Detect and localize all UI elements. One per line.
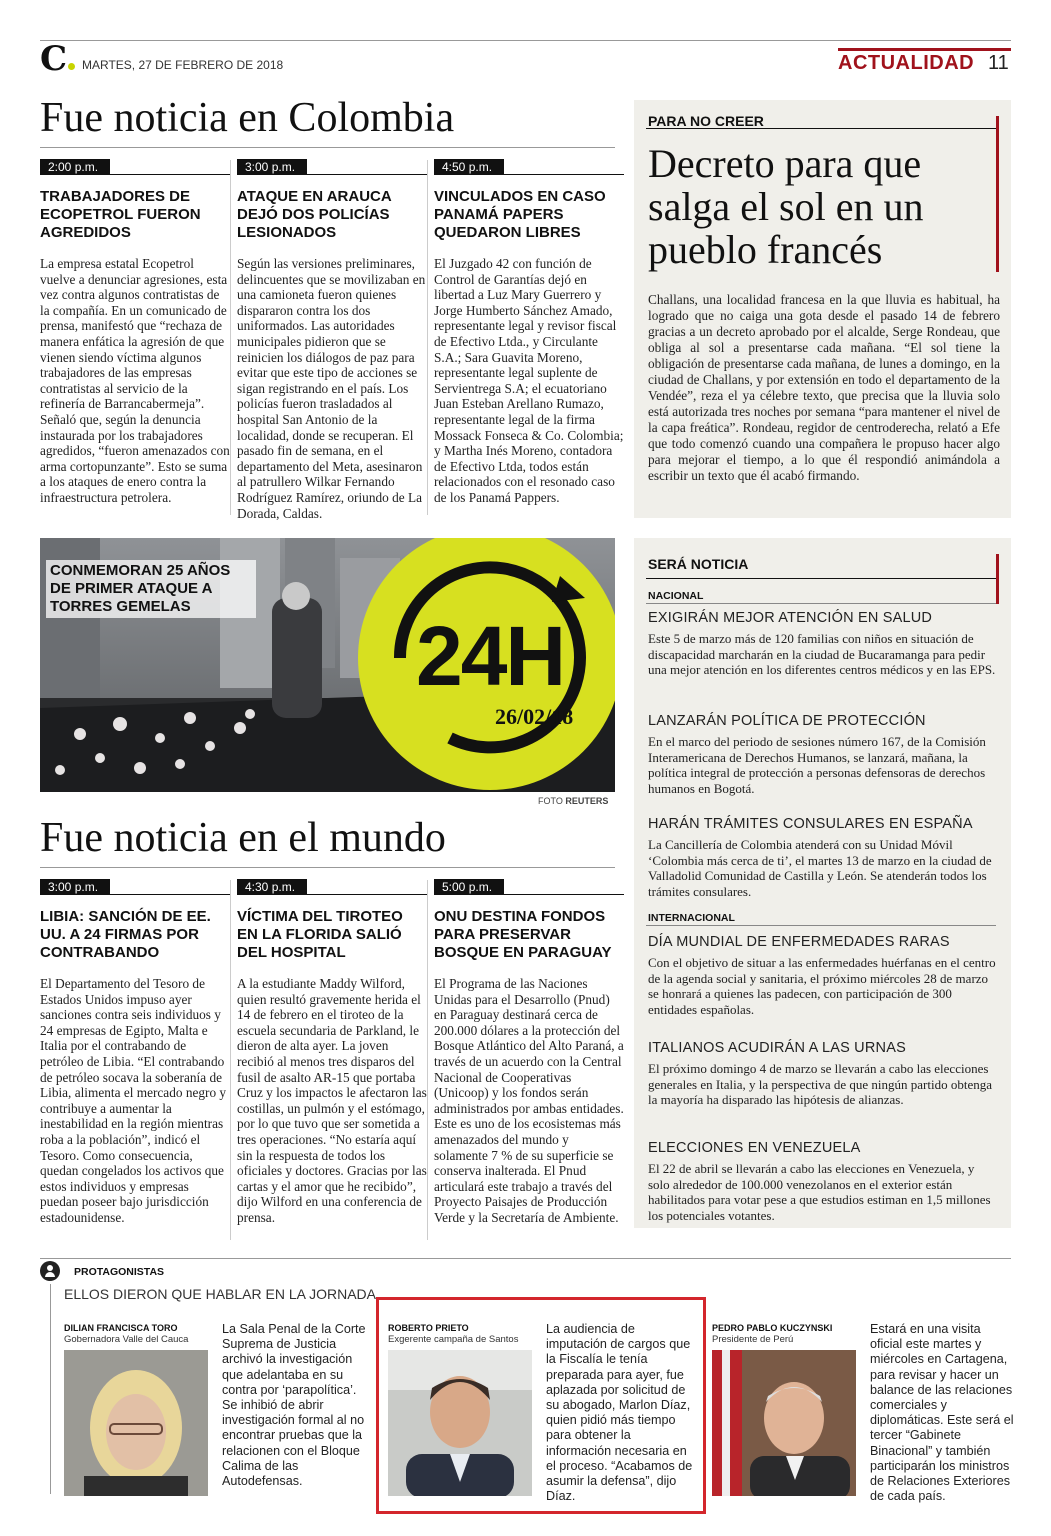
article-headline: VÍCTIMA DEL TIROTEO EN LA FLORIDA SALIÓ DEL HOSPITAL [237,908,403,961]
time-rule [434,174,624,175]
column-divider [427,880,428,1240]
badge-24h: 24H [416,609,565,703]
article-headline: VINCULADOS EN CASO PANAMÁ PAPERS QUEDARON LIBRES [434,188,606,241]
protagonist-photo [64,1350,208,1496]
section-bar [838,48,1011,51]
article-time: 3:00 p.m. [237,159,307,175]
photo-credit: FOTO REUTERS [538,796,609,806]
article-time: 2:00 p.m. [40,159,110,175]
article-time: 4:50 p.m. [434,159,504,175]
sn-body: La Cancillería de Colombia atenderá con su Unidad Móvil ‘Colombia más cerca de ti’, el martes 13 de marzo en la ciudad de Valladolid Comunidad de Castilla y León. Se atenderán todos los trámites consulares. [648,837,992,899]
protagonist-role: Gobernadora Valle del Cauca [64,1334,189,1345]
time-rule [40,174,230,175]
protagonist-photo [388,1350,532,1496]
sn-body: El 22 de abril se llevarán a cabo las elecciones en Venezuela, y solo alrededor de 100.000 venezolanos en el exterior están habilitados para votar pese a que estudios estiman en 1,5 millones los potenciales votantes. [648,1161,991,1223]
internacional-label: INTERNACIONAL [648,912,735,924]
sub-rule [646,603,996,604]
mundo-article-2 [237,878,427,1226]
column-divider [230,160,231,515]
sn-body: El próximo domingo 4 de marzo se llevarán a cabo las elecciones generales en Italia, y la perspectiva de que ningún partido obtenga la mayoría ha disparado las hipótesis de alianzas. [648,1061,993,1107]
person-icon [40,1261,60,1281]
article-headline: TRABAJADORES DE ECOPETROL FUERON AGREDIDOS [40,188,201,241]
colombia-title: Fue noticia en Colombia [40,95,455,141]
time-rule [237,174,427,175]
protagonist-text: La Sala Penal de la Corte Suprema de Justicia archivó la investigación que adelantaba en su contra por ‘parapolítica’. Se inhibió de abrir investigación formal al no encontrar pruebas que la relacionen con el Bloque Calima de las Autodefensas. [222,1322,366,1489]
sub-rule [646,925,996,926]
article-headline: LIBIA: SANCIÓN DE EE. UU. A 24 FIRMAS POR CONTRABANDO [40,908,211,961]
protagonist-photo [712,1350,856,1496]
sn-headline: EXIGIRÁN MEJOR ATENCIÓN EN SALUD [648,610,933,626]
sn-headline: DÍA MUNDIAL DE ENFERMEDADES RARAS [648,934,950,950]
nacional-label: NACIONAL [648,590,704,602]
photo-caption: CONMEMORAN 25 AÑOS DE PRIMER ATAQUE A TORRES GEMELAS [46,560,256,618]
panel-rule [646,578,996,579]
newspaper-logo: C [40,44,75,74]
sn-headline: ELECCIONES EN VENEZUELA [648,1140,861,1156]
article-body: La empresa estatal Ecopetrol vuelve a denunciar agresiones, esta vez contra algunos contratistas de la compañía. En un comunicado de prensa, manifestó que “rechaza de manera enfática la agresión de que vienen siendo víctima algunos trabajadores de las empresas contratistas al servicio de la refinería de Barrancabermeja”. Señaló que, según la denuncia instaurada por los trabajadores agredidos, “fueron amenazados con arma cortopunzante”. Esto se suma a los ataques de enero contra la infraestructura petrolera. [40,256,230,505]
mundo-article-3 [434,878,624,1226]
article-headline: ATAQUE EN ARAUCA DEJÓ DOS POLICÍAS LESIONADOS [237,188,392,241]
column-divider [230,880,231,1240]
panel-accent-bar [996,554,999,604]
article-body: El Juzgado 42 con función de Control de Garantías dejó en libertad a Luz Mary Guerrero y Jorge Humberto Sánchez Amado, representante legal y revisor fiscal de Efectivo Ltda., y Circulante S.A.; Sara Guavita Moreno, representante legal suplente de Servientrega S.A; el ecuatoriano Juan Esteban Arellano Rumazo, representante legal de la firma Mossack Fonseca & Co. Colombia; y Martha Inés Moreno, contadora de Efectivo Ltda, todos están relacionados con el resonado caso de los Panamá Pappers. [434,256,624,505]
issue-date: MARTES, 27 DE FEBRERO DE 2018 [82,58,284,72]
sera-noticia-tag: SERÁ NOTICIA [648,556,749,572]
article-body: El Programa de las Naciones Unidas para el Desarrollo (Pnud) en Paraguay destinará cerca de 200.000 dólares a la protección del Bosque Atlántico del Alto Paraná, a través de un acuerdo con la Central Nacional de Cooperativas (Unicoop) y los fondos serán administrados por ambas entidades. Este es uno de los ecosistemas más amenazados del mundo y solamente 7 % de su superficie se conserva inalterada. El Pnud articulará este trabajo a través del Proyecto Paisajes de Producción Verde y la Secretaría de Ambiente. [434,976,624,1225]
protagonist-role: Exgerente campaña de Santos [388,1334,519,1345]
protagonistas-rule [40,1258,1011,1259]
time-rule [434,894,624,895]
panel-accent-bar [996,116,999,272]
logo-dot [68,63,75,70]
article-body: Según las versiones preliminares, delincuentes que se movilizaban en una camioneta fueron quienes dispararon contra los dos uniformados. Las autoridades municipales pidieron que se reinicien los diálogos de paz para evitar que este tipo de acciones se sigan registrando en el país. Los policías fueron trasladados al hospital San Antonio de la localidad, donde se recuperan. El pasado fin de semana, en el departamento del Meta, asesinaron al patrullero Wilkar Fernando Rodríguez Ramírez, oriundo de La Dorada, Caldas. [237,256,426,521]
memorial-photo [40,538,615,792]
colombia-rule [40,147,615,148]
time-rule [40,894,230,895]
column-divider [427,160,428,515]
page-number: 11 [988,52,1009,74]
protagonistas-tag: PROTAGONISTAS [74,1266,165,1278]
article-time: 4:30 p.m. [237,879,307,895]
para-no-creer-tag: PARA NO CREER [648,113,764,129]
article-time: 3:00 p.m. [40,879,110,895]
colombia-article-2 [237,158,427,521]
colombia-article-1 [40,158,230,506]
protagonistas-subtitle: ELLOS DIERON QUE HABLAR EN LA JORNADA [64,1286,376,1302]
sn-body: En el marco del periodo de sesiones número 167, de la Comisión Interamericana de Derechos Humanos, se lanzará, mañana, la política integral de protección a personas defensoras de derechos humanos en Bogotá. [648,734,986,796]
sn-headline: HARÁN TRÁMITES CONSULARES EN ESPAÑA [648,816,973,832]
time-rule [237,894,427,895]
colombia-article-3 [434,158,624,506]
para-no-creer-title: Decreto para que salga el sol en un pueblo francés [648,141,924,272]
mundo-rule [40,867,615,868]
para-no-creer-panel [634,100,1011,518]
sn-body: Este 5 de marzo más de 120 familias con niños en situación de discapacidad marcharán en la ciudad de Bucaramanga para pedir una mejor atención en los diferentes centros médicos y en las EPS. [648,631,996,677]
article-time: 5:00 p.m. [434,879,504,895]
mundo-title: Fue noticia en el mundo [40,815,446,861]
article-body: A la estudiante Maddy Wilford, quien resultó gravemente herida el 14 de febrero en el tiroteo de la escuela secundaria de Parkland, le dieron de alta ayer. La joven recibió al menos tres disparos del fusil de asalto AR-15 que portaba Cruz y los impactos le afectaron las costillas, un pulmón y el estómago, por lo que tuvo que ser sometida a tres operaciones. “No estaría aquí sin la respuesta de todos los oficiales y doctores. Gracias por las cartas y el amor que he recibido”, dijo Wilford en una conferencia de prensa. [237,976,427,1225]
article-headline: ONU DESTINA FONDOS PARA PRESERVAR BOSQUE EN PARAGUAY [434,908,612,961]
sn-headline: LANZARÁN POLÍTICA DE PROTECCIÓN [648,713,926,729]
protagonist-role: Presidente de Perú [712,1334,794,1345]
protagonist-text: La audiencia de imputación de cargos que la Fiscalía le tenía preparada para ayer, fue aplazada por solicitud de su abogado, Marlon Díaz, quien pidió más tiempo para obtener la información necesaria en el proceso. “Acabamos de asumir la defensa”, dijo Díaz. [546,1322,693,1504]
badge-date: 26/02/18 [495,704,574,729]
protagonist-name: DILIAN FRANCISCA TORO [64,1323,178,1333]
mundo-article-1 [40,878,230,1226]
sn-headline: ITALIANOS ACUDIRÁN A LAS URNAS [648,1040,906,1056]
protagonist-name: PEDRO PABLO KUCZYNSKI [712,1323,833,1333]
sn-body: Con el objetivo de situar a las enfermedades huérfanas en el centro de la agenda social y sanitaria, el próximo miércoles 28 de marzo se honrará a quienes las padecen, con participación de 300 entidades españolas. [648,955,996,1017]
article-body: El Departamento del Tesoro de Estados Unidos impuso ayer sanciones contra seis individuos y 24 empresas de Egipto, Malta e Italia por el contrabando de petróleo de Libia. “El contrabando de petróleo socava la soberanía de Libia, alimenta el mercado negro y contribuye a aumentar la inestabilidad en la región mientras roba a la población”, indicó el Tesoro. Como consecuencia, quedan congelados los activos que estos individuos y empresas puedan poseer bajo jurisdicción estadounidense. [40,976,227,1225]
header-rule [40,40,1011,41]
protagonist-name: ROBERTO PRIETO [388,1323,469,1333]
section-label: ACTUALIDAD [838,52,975,74]
sera-noticia-panel [634,538,1011,1228]
protagonist-text: Estará en una visita oficial este martes y miércoles en Cartagena, para revisar y hacer un balance de las relaciones comerciales y diplomáticas. Este será el tercer “Gabinete Binacional” y también participarán los ministros de Relaciones Exteriores de cada país. [870,1322,1014,1504]
para-no-creer-body: Challans, una localidad francesa en la que lluvia es habitual, ha logrado que no caiga una gota desde el pasado 14 de febrero gracias a un decreto aprobado por el alcalde, Serge Rondeau, que obliga al sol a presentarse cada mañana. “El sol tiene la obligación de presentarse cada mañana, de lunes a domingo, en la ciudad de Challans, y por extensión en todo el departamento de la Vendée”, reza el ya célebre texto, que precisa que la lluvia solo está autorizada tres noches por semana “para mantener el nivel de la capa freática”. Rondeau, regidor de centroderecha, relató a Efe que todo comenzó cuando una compañera le propuso hacer algo para mejorar el tiempo, a lo que él respondió animándola a escribir un texto que él acabó firmando. [648,292,1000,483]
protagonistas-side-rule [50,1284,51,1494]
